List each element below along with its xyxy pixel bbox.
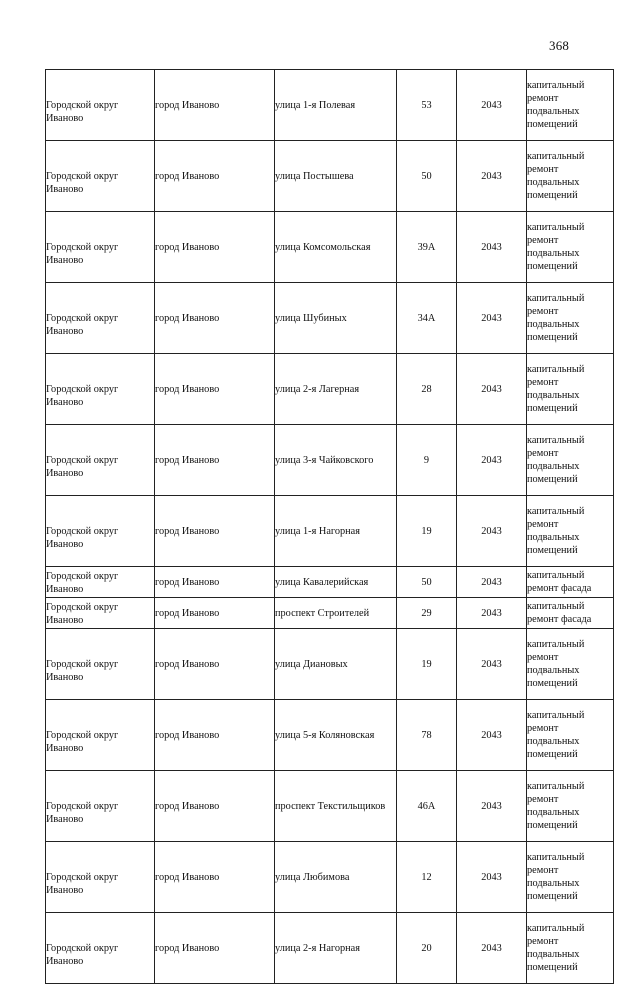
- city-cell: город Иваново: [155, 700, 275, 771]
- table-row: [46, 425, 614, 496]
- city-cell: город Иваново: [155, 629, 275, 700]
- city-cell: город Иваново: [155, 141, 275, 212]
- street-cell: улица 2-я Лагерная: [275, 354, 397, 425]
- city-cell: город Иваново: [155, 212, 275, 283]
- house-number-cell: 34А: [397, 283, 457, 354]
- year-cell: 2043: [457, 913, 527, 984]
- table-row: [46, 771, 614, 842]
- year-cell: 2043: [457, 842, 527, 913]
- city-cell: город Иваново: [155, 354, 275, 425]
- district-cell: Городской округ Иваново: [46, 598, 155, 629]
- district-cell: Городской округ Иваново: [46, 141, 155, 212]
- district-cell: Городской округ Иваново: [46, 913, 155, 984]
- house-number-cell: 20: [397, 913, 457, 984]
- street-cell: улица Кавалерийская: [275, 567, 397, 598]
- house-number-cell: 29: [397, 598, 457, 629]
- district-cell: Городской округ Иваново: [46, 425, 155, 496]
- house-number-cell: 19: [397, 629, 457, 700]
- table-row: [46, 283, 614, 354]
- district-cell: Городской округ Иваново: [46, 212, 155, 283]
- house-number-cell: 39А: [397, 212, 457, 283]
- year-cell: 2043: [457, 283, 527, 354]
- table-row: [46, 629, 614, 700]
- work-type-cell: капитальный ремонт подвальных помещений: [527, 496, 614, 567]
- table-row: [46, 70, 614, 141]
- street-cell: улица Шубиных: [275, 283, 397, 354]
- year-cell: 2043: [457, 212, 527, 283]
- work-type-cell: капитальный ремонт подвальных помещений: [527, 842, 614, 913]
- house-number-cell: 12: [397, 842, 457, 913]
- district-cell: Городской округ Иваново: [46, 771, 155, 842]
- work-type-cell: капитальный ремонт подвальных помещений: [527, 283, 614, 354]
- district-cell: Городской округ Иваново: [46, 567, 155, 598]
- city-cell: город Иваново: [155, 842, 275, 913]
- work-type-cell: капитальный ремонт подвальных помещений: [527, 425, 614, 496]
- work-type-cell: капитальный ремонт подвальных помещений: [527, 141, 614, 212]
- house-number-cell: 19: [397, 496, 457, 567]
- table-row: [46, 354, 614, 425]
- table-row: [46, 141, 614, 212]
- year-cell: 2043: [457, 567, 527, 598]
- street-cell: улица Комсомольская: [275, 212, 397, 283]
- table-row: [46, 598, 614, 629]
- year-cell: 2043: [457, 141, 527, 212]
- city-cell: город Иваново: [155, 913, 275, 984]
- table-row: [46, 496, 614, 567]
- district-cell: Городской округ Иваново: [46, 354, 155, 425]
- table-row: [46, 700, 614, 771]
- year-cell: 2043: [457, 598, 527, 629]
- table-row: [46, 567, 614, 598]
- street-cell: улица Постышева: [275, 141, 397, 212]
- work-type-cell: капитальный ремонт подвальных помещений: [527, 913, 614, 984]
- city-cell: город Иваново: [155, 567, 275, 598]
- city-cell: город Иваново: [155, 771, 275, 842]
- work-type-cell: капитальный ремонт подвальных помещений: [527, 700, 614, 771]
- work-type-cell: капитальный ремонт подвальных помещений: [527, 212, 614, 283]
- house-number-cell: 9: [397, 425, 457, 496]
- work-type-cell: капитальный ремонт фасада: [527, 598, 614, 629]
- year-cell: 2043: [457, 771, 527, 842]
- work-type-cell: капитальный ремонт подвальных помещений: [527, 70, 614, 141]
- district-cell: Городской округ Иваново: [46, 842, 155, 913]
- table-row: [46, 842, 614, 913]
- street-cell: проспект Текстильщиков: [275, 771, 397, 842]
- street-cell: улица 5-я Коляновская: [275, 700, 397, 771]
- district-cell: Городской округ Иваново: [46, 700, 155, 771]
- work-type-cell: капитальный ремонт подвальных помещений: [527, 771, 614, 842]
- street-cell: улица 1-я Полевая: [275, 70, 397, 141]
- city-cell: город Иваново: [155, 425, 275, 496]
- street-cell: улица Диановых: [275, 629, 397, 700]
- city-cell: город Иваново: [155, 598, 275, 629]
- district-cell: Городской округ Иваново: [46, 283, 155, 354]
- year-cell: 2043: [457, 496, 527, 567]
- table-row: [46, 913, 614, 984]
- year-cell: 2043: [457, 354, 527, 425]
- city-cell: город Иваново: [155, 496, 275, 567]
- house-number-cell: 53: [397, 70, 457, 141]
- house-number-cell: 50: [397, 141, 457, 212]
- street-cell: улица 1-я Нагорная: [275, 496, 397, 567]
- city-cell: город Иваново: [155, 70, 275, 141]
- house-number-cell: 78: [397, 700, 457, 771]
- district-cell: Городской округ Иваново: [46, 496, 155, 567]
- page-number: 368: [549, 38, 570, 53]
- city-cell: город Иваново: [155, 283, 275, 354]
- street-cell: улица 3-я Чайковского: [275, 425, 397, 496]
- year-cell: 2043: [457, 425, 527, 496]
- year-cell: 2043: [457, 700, 527, 771]
- house-number-cell: 28: [397, 354, 457, 425]
- table-row: [46, 212, 614, 283]
- work-type-cell: капитальный ремонт подвальных помещений: [527, 629, 614, 700]
- house-number-cell: 50: [397, 567, 457, 598]
- year-cell: 2043: [457, 629, 527, 700]
- district-cell: Городской округ Иваново: [46, 629, 155, 700]
- district-cell: Городской округ Иваново: [46, 70, 155, 141]
- street-cell: улица 2-я Нагорная: [275, 913, 397, 984]
- registry-table: [45, 69, 614, 984]
- street-cell: улица Любимова: [275, 842, 397, 913]
- work-type-cell: капитальный ремонт подвальных помещений: [527, 354, 614, 425]
- work-type-cell: капитальный ремонт фасада: [527, 567, 614, 598]
- year-cell: 2043: [457, 70, 527, 141]
- house-number-cell: 46А: [397, 771, 457, 842]
- street-cell: проспект Строителей: [275, 598, 397, 629]
